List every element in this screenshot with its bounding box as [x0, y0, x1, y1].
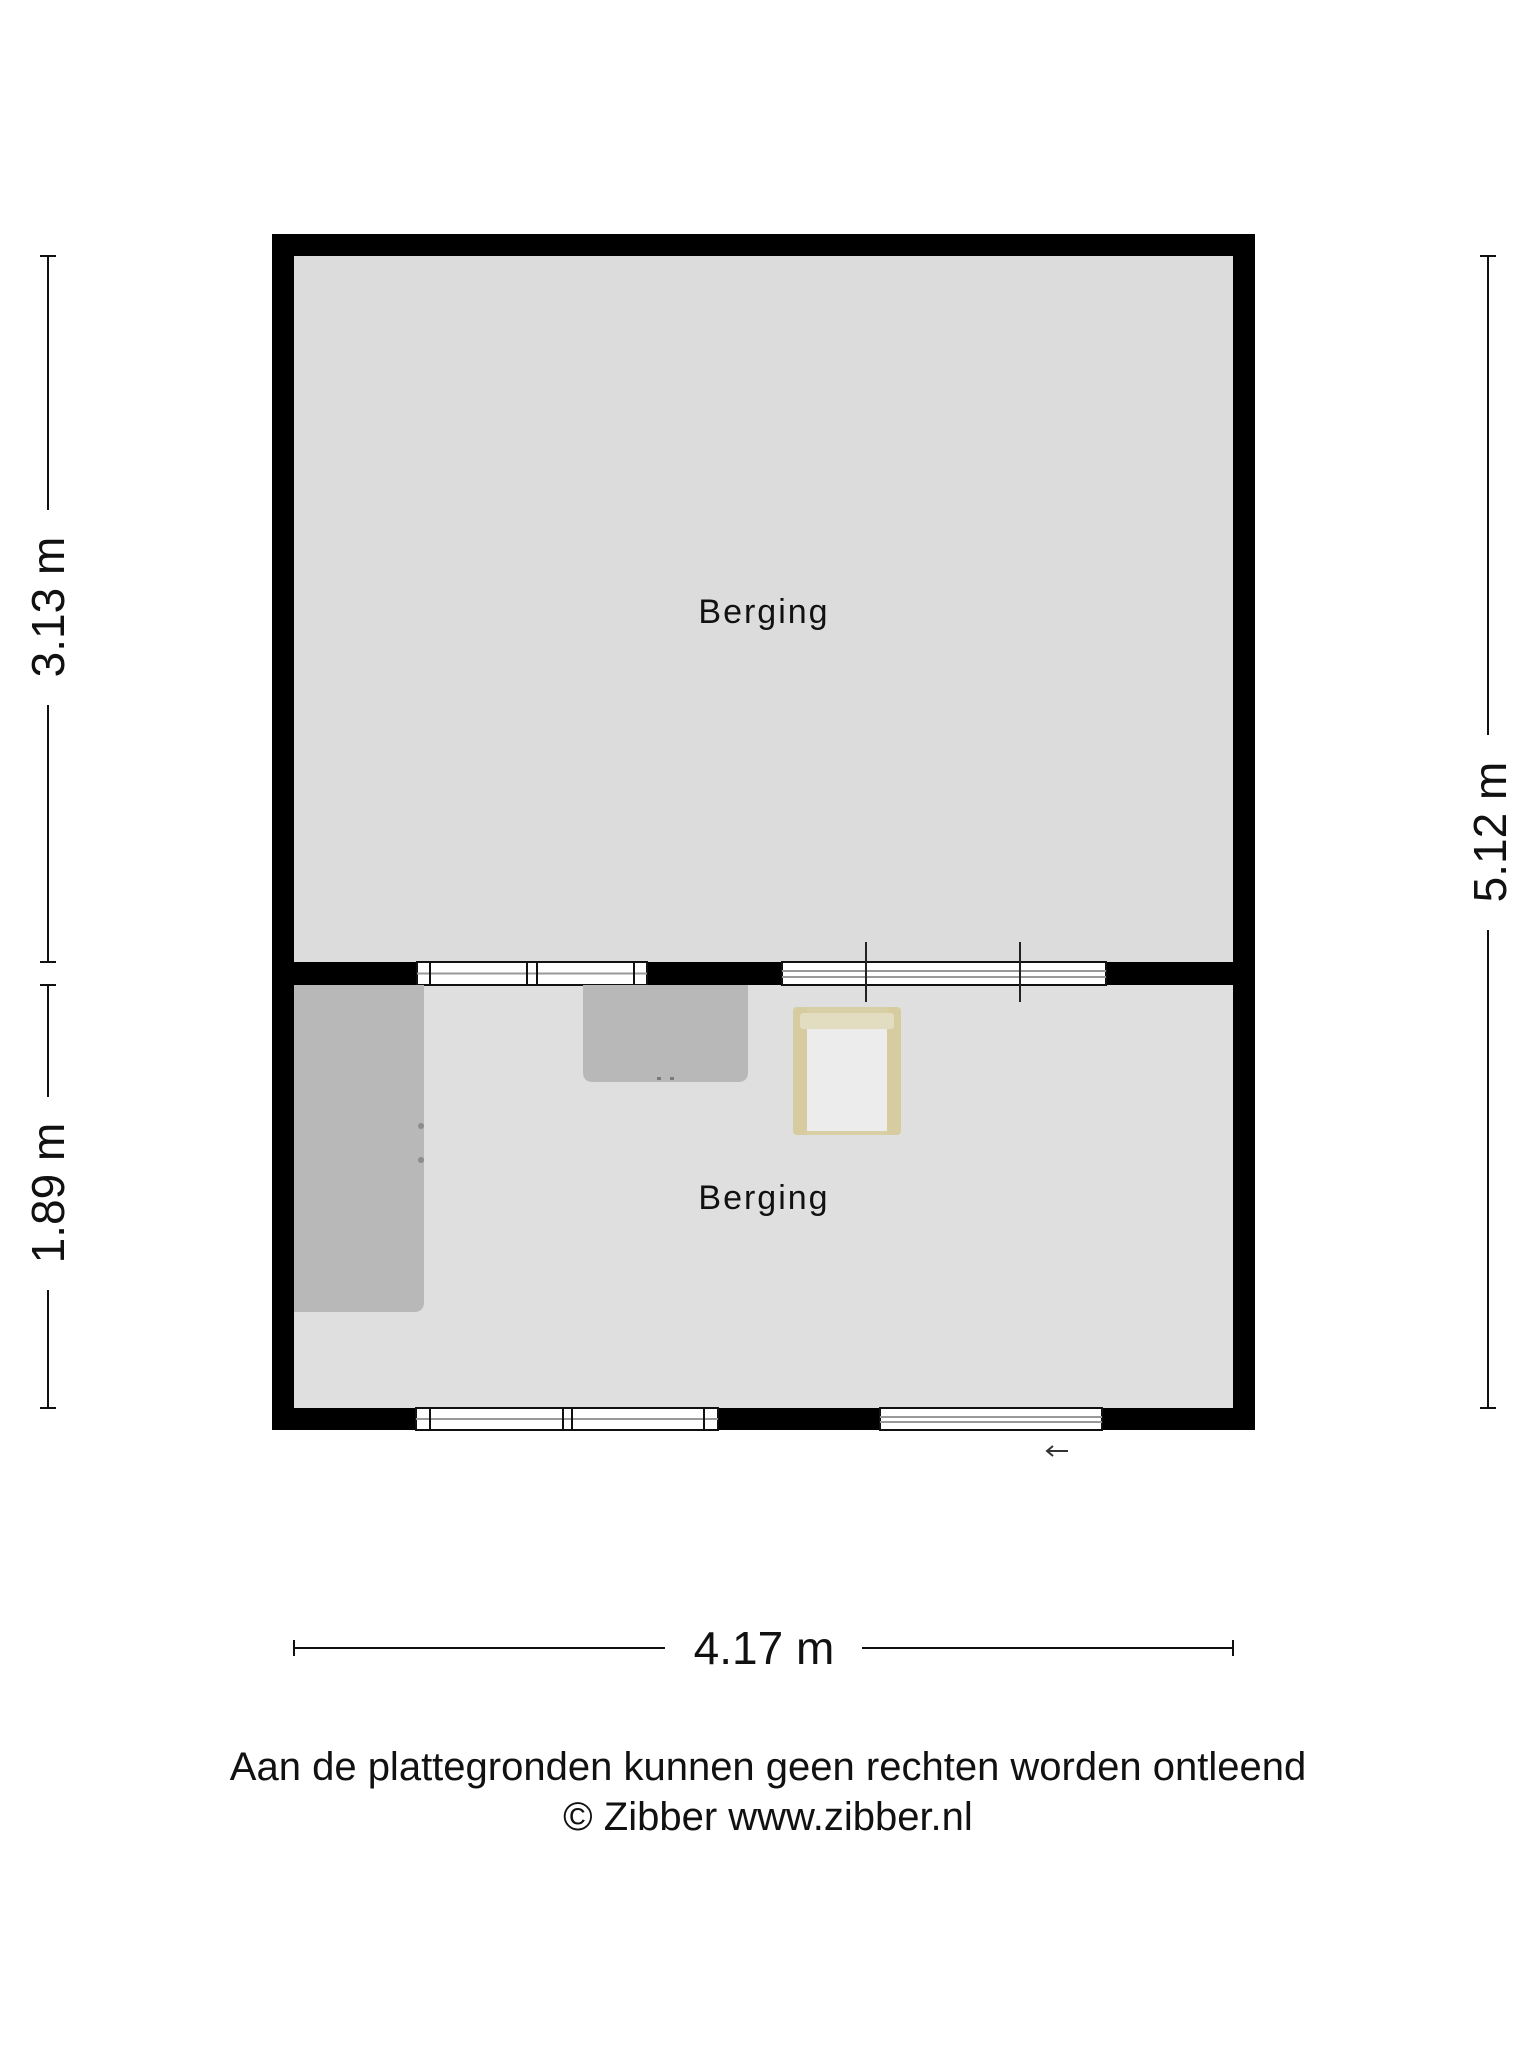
counter-left [294, 985, 424, 1312]
entrance-arrow-icon [1047, 1446, 1068, 1456]
bottom-window-right [880, 1408, 1102, 1430]
cabinet [583, 985, 748, 1082]
copyright-text: © Zibber www.zibber.nl [563, 1795, 973, 1839]
armchair-icon [793, 1007, 901, 1135]
dimension-label-total-width: 4.17 m [693, 1622, 835, 1674]
dimension-label-total-height: 5.12 m [1464, 761, 1516, 903]
disclaimer-text: Aan de plattegronden kunnen geen rechten worden ontleend [229, 1745, 1307, 1789]
room-label-upper: Berging [698, 593, 830, 631]
dimension-label-upper-height: 3.13 m [22, 536, 74, 678]
bottom-windows-left [416, 1408, 718, 1430]
room-label-lower: Berging [698, 1179, 830, 1217]
interior-windows [417, 962, 647, 985]
dimension-label-lower-height: 1.89 m [22, 1122, 74, 1264]
